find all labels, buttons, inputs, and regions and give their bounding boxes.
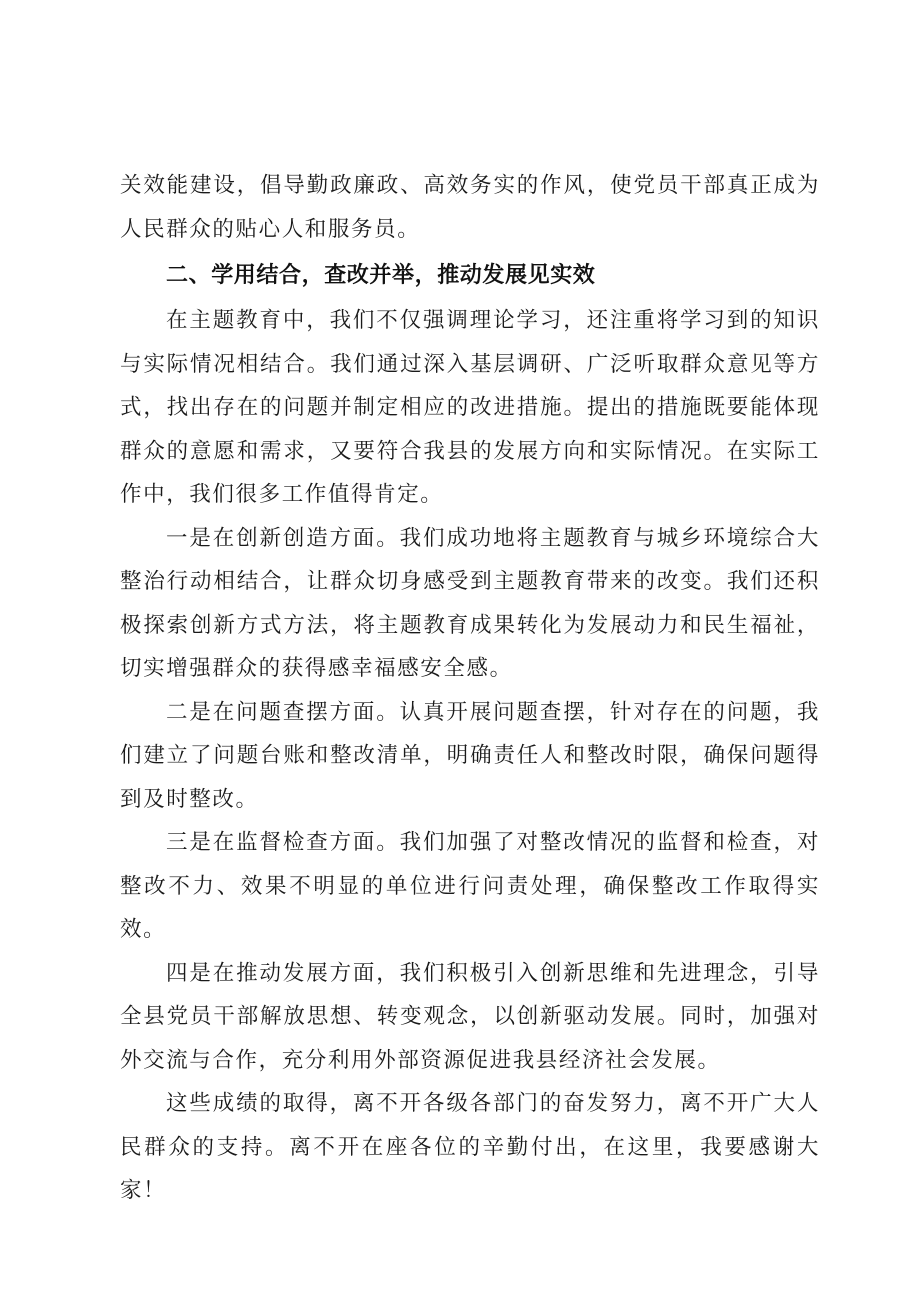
paragraph-problem-check: 二是在问题查摆方面。认真开展问题查摆，针对存在的问题，我们建立了问题台账和整改清单，明确责任人和整改时限，确保问题得到及时整改。 (120, 699, 820, 812)
paragraph-innovation: 一是在创新创造方面。我们成功地将主题教育与城乡环境综合大整治行动相结合，让群众切身感受到主题教育带来的改变。我们还积极探索创新方式方法，将主题教育成果转化为发展动力和民生福祉，切实增强群众的获得感幸福感安全感。 (120, 525, 820, 681)
paragraph-development: 四是在推动发展方面，我们积极引入创新思维和先进理念，引导全县党员干部解放思想、转变观念，以创新驱动发展。同时，加强对外交流与合作，充分利用外部资源促进我县经济社会发展。 (120, 960, 820, 1073)
paragraph-continuation: 关效能建设，倡导勤政廉政、高效务实的作风，使党员干部真正成为人民群众的贴心人和服务员。 (120, 173, 820, 242)
section-heading: 二、学用结合，查改并举，推动发展见实效 (166, 263, 596, 288)
paragraph-supervision: 三是在监督检查方面。我们加强了对整改情况的监督和检查，对整改不力、效果不明显的单位进行问责处理，确保整改工作取得实效。 (120, 830, 820, 942)
paragraph-thanks: 这些成绩的取得，离不开各级各部门的奋发努力，离不开广大人民群众的支持。离不开在座各位的辛勤付出，在这里，我要感谢大家！ (120, 1091, 820, 1203)
paragraph-intro: 在主题教育中，我们不仅强调理论学习，还注重将学习到的知识与实际情况相结合。我们通过深入基层调研、广泛听取群众意见等方式，找出存在的问题并制定相应的改进措施。提出的措施既要能体现群众的意愿和需求，又要符合我县的发展方向和实际情况。在实际工作中，我们很多工作值得肯定。 (120, 308, 820, 507)
document-body (120, 164, 820, 1213)
